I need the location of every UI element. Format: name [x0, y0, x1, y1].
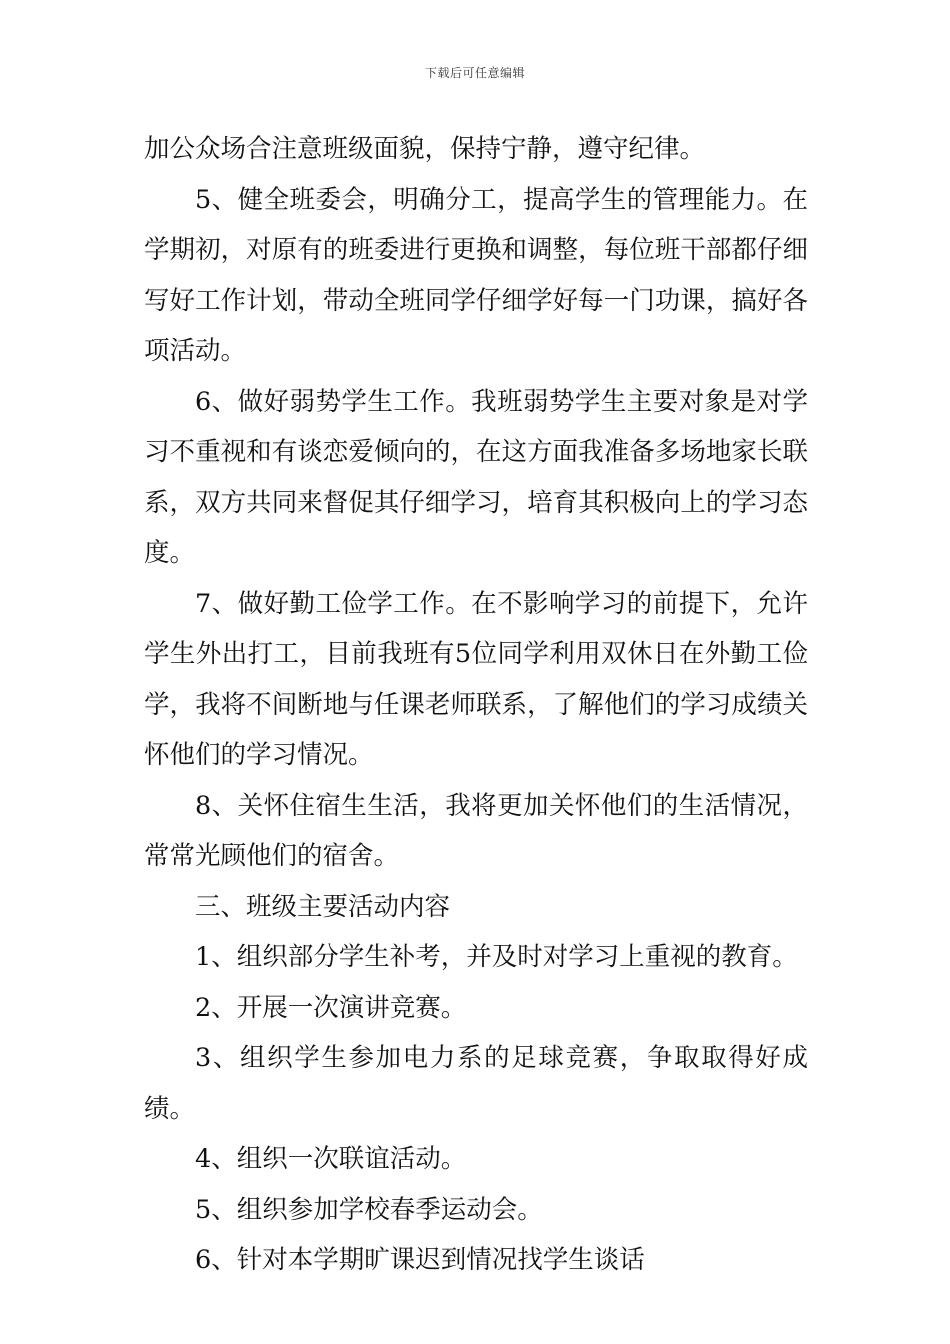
list-item-6: 6、针对本学期旷课迟到情况找学生谈话 — [195, 1245, 645, 1275]
page-header-note: 下载后可任意编辑 — [424, 66, 525, 80]
list-item-3: 3、组织学生参加电力系的足球竞赛，争取取得好成绩。 — [144, 1043, 808, 1124]
list-item-1: 1、组织部分学生补考，并及时对学习上重视的教育。 — [195, 942, 798, 972]
document-body — [144, 124, 808, 1286]
paragraph-2: 5、健全班委会，明确分工，提高学生的管理能力。在学期初，对原有的班委进行更换和调整，每位班干部都仔细写好工作计划，带动全班同学仔细学好每一门功课，搞好各项活动。 — [144, 184, 808, 366]
list-item-4: 4、组织一次联谊活动。 — [195, 1144, 467, 1174]
paragraph-5: 8、关怀住宿生生活，我将更加关怀他们的生活情况，常常光顾他们的宿舍。 — [144, 790, 808, 871]
paragraph-1: 加公众场合注意班级面貌，保持宁静，遵守纪律。 — [144, 134, 706, 164]
section-heading: 三、班级主要活动内容 — [195, 891, 451, 922]
list-item-2: 2、开展一次演讲竞赛。 — [195, 992, 467, 1023]
paragraph-3: 6、做好弱势学生工作。我班弱势学生主要对象是对学习不重视和有谈恋爱倾向的，在这方面我准备多场地家长联系，双方共同来督促其仔细学习，培育其积极向上的学习态度。 — [144, 386, 808, 568]
list-item-5: 5、组织参加学校春季运动会。 — [195, 1194, 543, 1225]
paragraph-4: 7、做好勤工俭学工作。在不影响学习的前提下，允许学生外出打工，目前我班有5位同学利用双休日在外勤工俭学，我将不间断地与任课老师联系，了解他们的学习成绩关怀他们的学习情况。 — [144, 588, 808, 770]
